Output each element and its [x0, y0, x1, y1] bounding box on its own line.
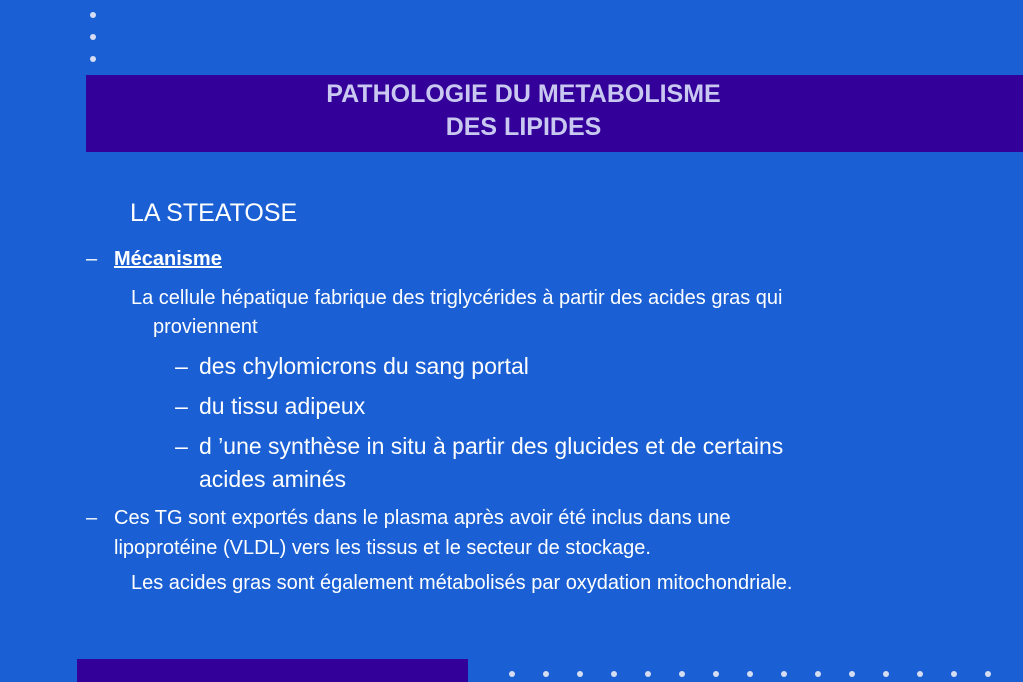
slide-title-line-2: DES LIPIDES [445, 113, 602, 141]
decor-dot [645, 671, 651, 677]
decor-dot [543, 671, 549, 677]
source-item-adipose: du tissu adipeux [199, 393, 366, 419]
export-line-1: Ces TG sont exportés dans le plasma après avoir été inclus dans une [114, 507, 731, 529]
bullet-dash: – [86, 248, 98, 270]
source-dash: – [175, 393, 188, 419]
decor-dot [713, 671, 719, 677]
slide-title [86, 78, 961, 144]
decor-dot [611, 671, 617, 677]
export-line-2: lipoprotéine (VLDL) vers les tissus et le secteur de stockage. [114, 537, 651, 559]
decor-dot [917, 671, 923, 677]
decor-dot [577, 671, 583, 677]
decor-dot [90, 34, 96, 40]
bottom-bar [77, 659, 468, 682]
source-dash: – [175, 353, 188, 379]
decor-dot [509, 671, 515, 677]
decor-dot [849, 671, 855, 677]
mechanism-intro-line-2: proviennent [153, 316, 258, 338]
decor-dot [883, 671, 889, 677]
decor-dot [815, 671, 821, 677]
decor-dot [747, 671, 753, 677]
section-heading: LA STEATOSE [130, 199, 298, 227]
decor-dot [985, 671, 991, 677]
decor-dot [90, 12, 96, 18]
mechanism-intro-line-1: La cellule hépatique fabrique des triglycérides à partir des acides gras qui [131, 287, 783, 309]
source-dash: – [175, 433, 188, 459]
decor-dot [781, 671, 787, 677]
decor-dot [90, 56, 96, 62]
oxidation-line: Les acides gras sont également métabolisés par oxydation mitochondriale. [131, 572, 793, 594]
source-item-synthesis-line-1: d ’une synthèse in situ à partir des glucides et de certains [199, 433, 784, 459]
source-item-synthesis-line-2: acides aminés [199, 466, 347, 492]
bullet-dash: – [86, 507, 98, 529]
decor-dot [679, 671, 685, 677]
decor-dot [951, 671, 957, 677]
source-item-chylomicrons: des chylomicrons du sang portal [199, 353, 529, 379]
slide-title-line-1: PATHOLOGIE DU METABOLISME [326, 80, 721, 108]
mechanism-label: Mécanisme [114, 248, 222, 270]
